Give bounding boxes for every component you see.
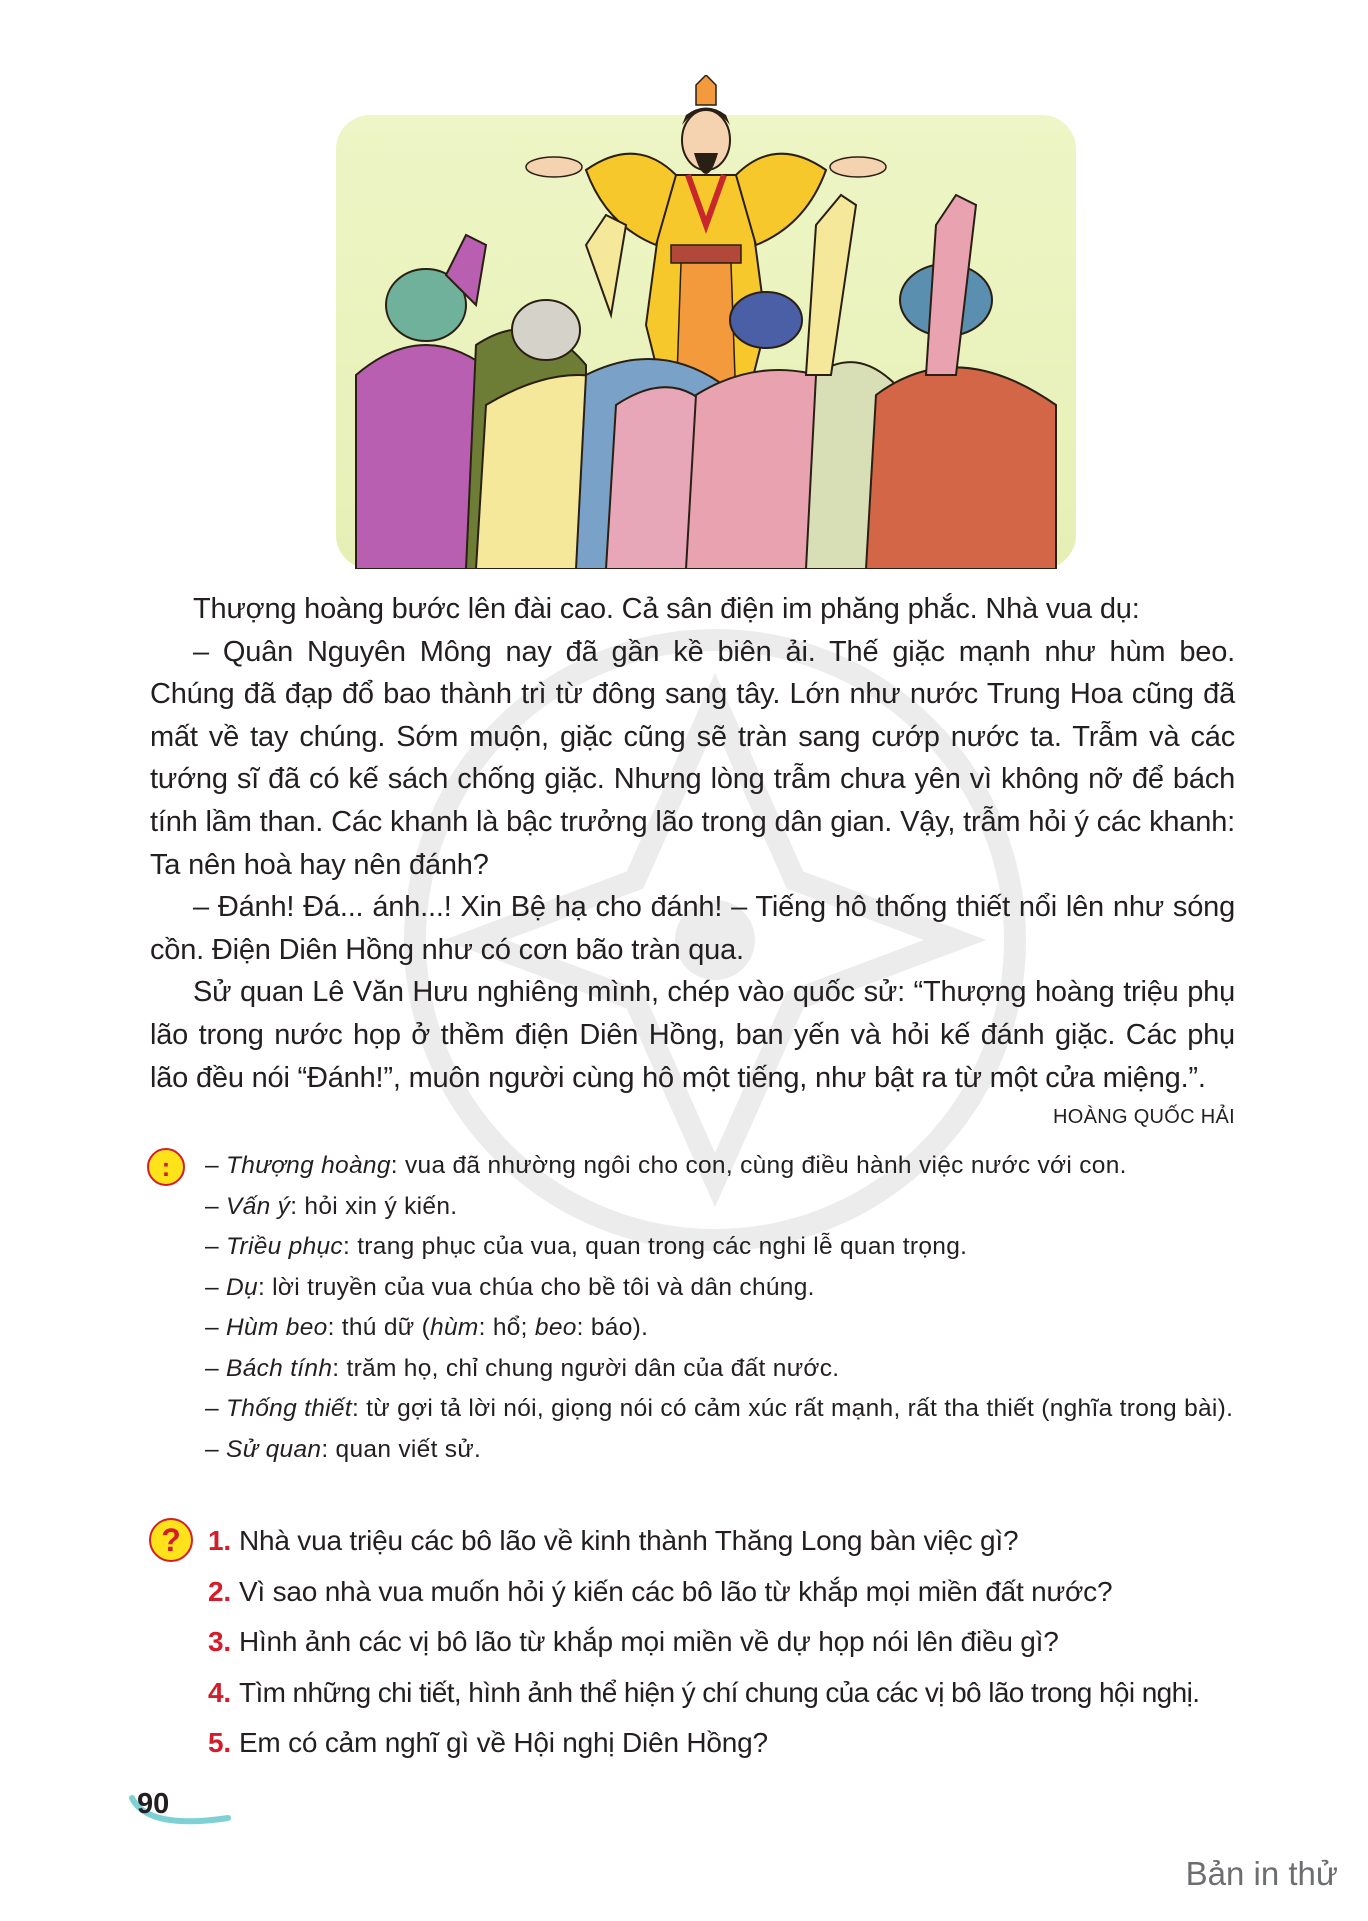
glossary-subdefinition: : báo). — [576, 1314, 649, 1341]
question-number: 1. — [208, 1525, 231, 1556]
glossary-term: Thượng hoàng — [226, 1152, 391, 1179]
story-text — [150, 588, 1235, 1099]
glossary-list — [205, 1146, 1235, 1470]
glossary-item: – Triều phục: trang phục của vua, quan trong các nghi lễ quan trọng. — [205, 1233, 968, 1260]
glossary-subterm: hùm — [430, 1314, 479, 1341]
question-item — [208, 1668, 1248, 1719]
question-item — [208, 1567, 1248, 1618]
question-number: 5. — [208, 1727, 231, 1758]
glossary-item: – Thượng hoàng: vua đã nhường ngôi cho con, cùng điều hành việc nước với con. — [205, 1152, 1127, 1179]
question-icon: ? — [149, 1518, 193, 1562]
story-paragraph: Thượng hoàng bước lên đài cao. Cả sân điện im phăng phắc. Nhà vua dụ: — [193, 593, 1140, 625]
question-text: Tìm những chi tiết, hình ảnh thể hiện ý chí chung của các vị bô lão trong hội nghị. — [238, 1676, 1200, 1708]
glossary-definition: : thú dữ ( — [327, 1314, 431, 1341]
story-paragraph: Sử quan Lê Văn Hưu nghiêng mình, chép vào quốc sử: “Thượng hoàng triệu phụ lão trong nước họp ở thềm điện Diên Hồng, ban yến và hỏi kế đánh giặc. Các phụ lão đều nói “Đánh!”, muôn người cùng hô một tiếng, như bật ra từ một cửa miệng.”. — [150, 976, 1235, 1094]
glossary-definition: : quan viết sử. — [321, 1435, 482, 1463]
glossary-definition: : trang phục của vua, quan trong các nghi lễ quan trọng. — [342, 1233, 968, 1260]
page-number: 90 — [137, 1788, 170, 1820]
question-number: 2. — [208, 1575, 231, 1607]
glossary-definition: : lời truyền của vua chúa cho bề tôi và dân chúng. — [257, 1273, 815, 1301]
question-text: Em có cảm nghĩ gì về Hội nghị Diên Hồng? — [238, 1727, 768, 1758]
glossary-definition: : trăm họ, chỉ chung người dân của đất nước. — [332, 1354, 840, 1382]
glossary-definition: : vua đã nhường ngôi cho con, cùng điều hành việc nước với con. — [390, 1152, 1127, 1179]
story-paragraph: – Đánh! Đá... ánh...! Xin Bệ hạ cho đánh! – Tiếng hô thống thiết nổi lên như sóng cồn. Điện Diên Hồng như có cơn bão tràn qua. — [150, 891, 1235, 966]
glossary-term: Bách tính — [226, 1354, 333, 1382]
glossary-term: Dụ — [226, 1273, 258, 1301]
question-list — [208, 1516, 1248, 1769]
glossary-definition: : từ gợi tả lời nói, giọng nói có cảm xúc rất mạnh, rất tha thiết (nghĩa trong bài). — [351, 1395, 1234, 1422]
question-text: Nhà vua triệu các bô lão về kinh thành Thăng Long bàn việc gì? — [238, 1525, 1019, 1556]
question-text: Vì sao nhà vua muốn hỏi ý kiến các bô lão từ khắp mọi miền đất nước? — [238, 1575, 1113, 1607]
glossary-item: – Sử quan: quan viết sử. — [205, 1435, 482, 1463]
glossary-icon: : — [147, 1148, 185, 1186]
question-text: Hình ảnh các vị bô lão từ khắp mọi miền về dự họp nói lên điều gì? — [238, 1626, 1059, 1657]
question-number: 3. — [208, 1626, 231, 1657]
question-number: 4. — [208, 1676, 231, 1708]
story-author: HOÀNG QUỐC HẢI — [1053, 1106, 1235, 1128]
draft-stamp: Bản in thử — [1185, 1855, 1338, 1892]
question-item — [208, 1516, 1248, 1567]
glossary-term: Thống thiết — [226, 1395, 352, 1422]
glossary-item: – Vấn ý: hỏi xin ý kiến. — [205, 1192, 458, 1220]
glossary-subterm: beo — [534, 1314, 577, 1341]
glossary-item: – Hùm beo: thú dữ (hùm: hổ; beo: báo). — [205, 1314, 649, 1341]
story-paragraph: – Quân Nguyên Mông nay đã gần kề biên ải. Thế giặc mạnh như hùm beo. Chúng đã đạp đổ bao thành trì từ đông sang tây. Lớn như nước Trung Hoa cũng đã mất về tay chúng. Sớm muộn, giặc cũng sẽ tràn sang cướp nước ta. Trẫm và các tướng sĩ đã có kế sách chống giặc. Nhưng lòng trẫm chưa yên vì không nỡ để bách tính lầm than. Các khanh là bậc trưởng lão trong dân gian. Vậy, trẫm hỏi ý các khanh: Ta nên hoà hay nên đánh? — [150, 635, 1235, 881]
glossary-subdefinition: : hổ; — [478, 1314, 535, 1341]
question-item — [208, 1718, 1248, 1769]
king-and-elders-picture — [336, 75, 1096, 569]
glossary-term: Sử quan — [226, 1435, 322, 1463]
glossary-term: Vấn ý — [226, 1192, 291, 1220]
glossary-item: – Dụ: lời truyền của vua chúa cho bề tôi và dân chúng. — [205, 1273, 815, 1301]
glossary-term: Triều phục — [226, 1233, 343, 1260]
story-illustration — [336, 75, 1096, 569]
glossary-item: – Bách tính: trăm họ, chỉ chung người dân của đất nước. — [205, 1354, 840, 1382]
glossary-item: – Thống thiết: từ gợi tả lời nói, giọng nói có cảm xúc rất mạnh, rất tha thiết (nghĩa trong bài). — [205, 1395, 1234, 1422]
glossary-term: Hùm beo — [226, 1314, 328, 1341]
glossary-definition: : hỏi xin ý kiến. — [290, 1192, 458, 1220]
question-item — [208, 1617, 1248, 1668]
